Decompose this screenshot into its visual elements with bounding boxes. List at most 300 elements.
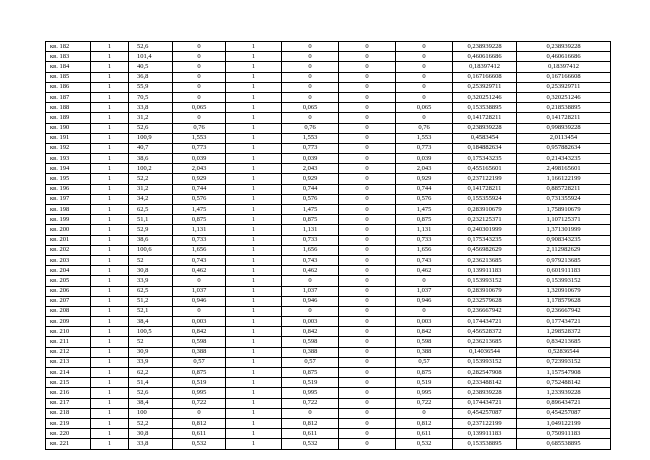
table-cell: 100,6 — [129, 245, 173, 255]
table-cell: 0,57 — [396, 357, 453, 367]
table-cell: 0 — [396, 276, 453, 286]
table-cell: 1,656 — [173, 245, 226, 255]
table-row — [46, 337, 611, 347]
table-cell: 0,320251246 — [453, 92, 517, 102]
table-cell: 1 — [91, 378, 129, 388]
table-cell: 0 — [339, 286, 396, 296]
table-cell: 1,656 — [396, 245, 453, 255]
table-row — [46, 42, 611, 52]
table-cell: 0,598 — [282, 337, 339, 347]
table-cell: 0 — [339, 42, 396, 52]
table-cell: 0,139911183 — [453, 266, 517, 276]
table-row — [46, 62, 611, 72]
table-cell: 1 — [226, 72, 282, 82]
table-cell: 0,460616686 — [453, 52, 517, 62]
table-row — [46, 286, 611, 296]
table-cell: 1 — [226, 357, 282, 367]
table-cell: 1 — [91, 113, 129, 123]
table-cell: 0,946 — [396, 296, 453, 306]
table-cell: 0,177434721 — [517, 317, 611, 327]
table-cell: 0,065 — [173, 103, 226, 113]
table-cell: 1 — [91, 143, 129, 153]
table-cell: кв. 202 — [46, 245, 91, 255]
table-cell: 0,003 — [282, 317, 339, 327]
table-cell: 0,253929711 — [517, 82, 611, 92]
table-cell: 0 — [339, 235, 396, 245]
table-cell: 0,875 — [173, 368, 226, 378]
table-cell: 0,155355924 — [453, 194, 517, 204]
table-cell: 101,4 — [129, 52, 173, 62]
table-cell: кв. 191 — [46, 133, 91, 143]
table-cell: 0,995 — [173, 388, 226, 398]
table-cell: 0,601911183 — [517, 266, 611, 276]
table-cell: 0,519 — [282, 378, 339, 388]
table-cell: 1 — [91, 225, 129, 235]
table-cell: 0 — [339, 205, 396, 215]
table-cell: 0 — [339, 82, 396, 92]
table-cell: 0,039 — [173, 154, 226, 164]
table-row — [46, 245, 611, 255]
table-cell: 1 — [91, 296, 129, 306]
table-cell: 52,6 — [129, 388, 173, 398]
table-cell: 1 — [226, 123, 282, 133]
table-row — [46, 113, 611, 123]
table-cell: 1 — [226, 245, 282, 255]
table-row — [46, 72, 611, 82]
table-cell: 1 — [226, 398, 282, 408]
table-cell: 1 — [226, 174, 282, 184]
table-cell: 0 — [173, 276, 226, 286]
table-cell: 100,5 — [129, 327, 173, 337]
table-row — [46, 235, 611, 245]
table-cell: 0 — [396, 52, 453, 62]
table-cell: 0,773 — [396, 143, 453, 153]
table-cell: 1 — [226, 235, 282, 245]
table-row — [46, 408, 611, 418]
table-cell: 1,298528372 — [517, 327, 611, 337]
table-cell: 30,9 — [129, 347, 173, 357]
table-cell: 1 — [226, 164, 282, 174]
table-cell: кв. 219 — [46, 418, 91, 428]
table-cell: 1,233939228 — [517, 388, 611, 398]
table-cell: 1 — [91, 184, 129, 194]
table-cell: 0,153538895 — [453, 103, 517, 113]
table-cell: 0 — [396, 72, 453, 82]
table-cell: 1 — [91, 418, 129, 428]
table-cell: 0 — [282, 52, 339, 62]
table-cell: 0,238939228 — [453, 123, 517, 133]
table-cell: 40,7 — [129, 143, 173, 153]
table-cell: 0,995 — [282, 388, 339, 398]
table-cell: 2,043 — [173, 164, 226, 174]
table-cell: 0,532 — [173, 439, 226, 449]
table-cell: 1 — [91, 72, 129, 82]
table-cell: 0 — [339, 276, 396, 286]
table-row — [46, 357, 611, 367]
table-cell: 0 — [339, 245, 396, 255]
table-row — [46, 184, 611, 194]
apartment-data-table — [45, 41, 611, 450]
table-cell: 0,743 — [282, 255, 339, 265]
table-cell: 1 — [91, 154, 129, 164]
table-cell: кв. 212 — [46, 347, 91, 357]
table-cell: 1 — [91, 388, 129, 398]
table-cell: 0,14036544 — [453, 347, 517, 357]
table-row — [46, 194, 611, 204]
table-cell: 0,282547908 — [453, 368, 517, 378]
table-cell: 1 — [226, 52, 282, 62]
table-cell: 100,9 — [129, 133, 173, 143]
table-cell: 38,6 — [129, 154, 173, 164]
table-cell: 1,131 — [173, 225, 226, 235]
table-cell: 1,320910679 — [517, 286, 611, 296]
table-cell: 52 — [129, 255, 173, 265]
table-cell: 0,57 — [282, 357, 339, 367]
table-cell: 1 — [91, 103, 129, 113]
table-row — [46, 133, 611, 143]
table-cell: 0 — [339, 123, 396, 133]
table-row — [46, 378, 611, 388]
table-cell: 0,456528372 — [453, 327, 517, 337]
table-cell: 52,9 — [129, 225, 173, 235]
table-cell: 1 — [226, 143, 282, 153]
table-cell: 2,043 — [282, 164, 339, 174]
table-cell: 52,6 — [129, 123, 173, 133]
table-cell: 0 — [173, 72, 226, 82]
table-cell: 1 — [226, 347, 282, 357]
table-row — [46, 276, 611, 286]
table-cell: 1 — [91, 347, 129, 357]
table-cell: 0,76 — [282, 123, 339, 133]
table-cell: 1 — [91, 357, 129, 367]
table-cell: 1 — [91, 408, 129, 418]
table-cell: 100 — [129, 408, 173, 418]
table-cell: 0 — [396, 113, 453, 123]
table-cell: 0,875 — [396, 215, 453, 225]
table-cell: 0,743 — [396, 255, 453, 265]
table-cell: 0,52836544 — [517, 347, 611, 357]
table-cell: 0 — [339, 92, 396, 102]
table-cell: 52,2 — [129, 174, 173, 184]
table-row — [46, 52, 611, 62]
table-cell: 0 — [339, 113, 396, 123]
table-cell: 0,236667942 — [517, 306, 611, 316]
table-cell: 0,946 — [173, 296, 226, 306]
table-cell: 0 — [282, 306, 339, 316]
table-cell: кв. 207 — [46, 296, 91, 306]
table-cell: 0 — [173, 62, 226, 72]
table-cell: 0 — [339, 143, 396, 153]
table-cell: 0 — [339, 62, 396, 72]
table-cell: кв. 185 — [46, 72, 91, 82]
table-cell: 0,744 — [282, 184, 339, 194]
table-cell: 1,758910679 — [517, 205, 611, 215]
table-cell: 0 — [339, 347, 396, 357]
table-cell: 0 — [339, 194, 396, 204]
table-cell: 55,9 — [129, 82, 173, 92]
table-cell: кв. 193 — [46, 154, 91, 164]
table-cell: 0 — [396, 62, 453, 72]
table-cell: 1 — [91, 194, 129, 204]
table-cell: 0,598 — [396, 337, 453, 347]
table-cell: 0 — [339, 154, 396, 164]
table-cell: кв. 220 — [46, 429, 91, 439]
table-cell: 0 — [282, 62, 339, 72]
table-cell: 1 — [226, 215, 282, 225]
table-row — [46, 215, 611, 225]
table-cell: 0,153993152 — [517, 276, 611, 286]
table-cell: 1 — [226, 154, 282, 164]
table-cell: 0,743 — [173, 255, 226, 265]
table-cell: кв. 186 — [46, 82, 91, 92]
table-cell: 38,4 — [129, 317, 173, 327]
table-cell: 0 — [339, 52, 396, 62]
table-cell: 1,553 — [396, 133, 453, 143]
table-cell: 0,460616686 — [517, 52, 611, 62]
table-cell: 2,112982629 — [517, 245, 611, 255]
table-cell: 0,733 — [173, 235, 226, 245]
table-cell: кв. 216 — [46, 388, 91, 398]
table-cell: 52,6 — [129, 42, 173, 52]
table-row — [46, 429, 611, 439]
table-cell: кв. 190 — [46, 123, 91, 133]
table-cell: 1 — [226, 327, 282, 337]
table-cell: 1 — [226, 378, 282, 388]
table-cell: 0,238939228 — [517, 42, 611, 52]
table-cell: 38,6 — [129, 235, 173, 245]
table-cell: кв. 204 — [46, 266, 91, 276]
table-cell: кв. 206 — [46, 286, 91, 296]
table-cell: 0,153993152 — [453, 357, 517, 367]
table-cell: кв. 201 — [46, 235, 91, 245]
table-cell: 0,18397412 — [453, 62, 517, 72]
table-cell: 0,812 — [282, 418, 339, 428]
table-cell: 0 — [339, 368, 396, 378]
table-cell: 0 — [173, 42, 226, 52]
table-cell: 0,76 — [173, 123, 226, 133]
table-cell: 1 — [226, 337, 282, 347]
table-cell: 1 — [226, 306, 282, 316]
table-cell: 0,723993152 — [517, 357, 611, 367]
table-cell: 0,532 — [396, 439, 453, 449]
table-cell: 0,875 — [396, 368, 453, 378]
table-cell: 1 — [226, 317, 282, 327]
table-cell: 1 — [91, 62, 129, 72]
table-cell: 2,498165601 — [517, 164, 611, 174]
table-row — [46, 92, 611, 102]
table-cell: 1 — [226, 368, 282, 378]
table-cell: 30,8 — [129, 429, 173, 439]
table-cell: 0,834213685 — [517, 337, 611, 347]
table-cell: 1 — [226, 408, 282, 418]
table-cell: кв. 209 — [46, 317, 91, 327]
table-cell: 0,611 — [282, 429, 339, 439]
table-cell: 1 — [91, 52, 129, 62]
table-cell: 52 — [129, 337, 173, 347]
table-cell: 1 — [226, 429, 282, 439]
table-cell: 1,037 — [173, 286, 226, 296]
table-cell: 1,131 — [396, 225, 453, 235]
table-cell: 1,037 — [396, 286, 453, 296]
table-cell: 1 — [226, 42, 282, 52]
table-cell: кв. 195 — [46, 174, 91, 184]
table-cell: 0,929 — [282, 174, 339, 184]
table-cell: 0,885728211 — [517, 184, 611, 194]
table-cell: 1 — [91, 92, 129, 102]
table-cell: 0,236213685 — [453, 337, 517, 347]
table-cell: 1,475 — [173, 205, 226, 215]
table-cell: 1 — [226, 225, 282, 235]
table-row — [46, 174, 611, 184]
table-cell: 0,733 — [396, 235, 453, 245]
table-cell: 0,456982629 — [453, 245, 517, 255]
table-cell: 0,167166608 — [453, 72, 517, 82]
table-cell: 0 — [396, 408, 453, 418]
table-cell: 62,5 — [129, 286, 173, 296]
table-cell: 0 — [173, 52, 226, 62]
table-cell: 1,107125371 — [517, 215, 611, 225]
table-cell: 0,733 — [282, 235, 339, 245]
table-cell: 0,320251246 — [517, 92, 611, 102]
table-cell: 0,218538895 — [517, 103, 611, 113]
table-cell: 1 — [226, 286, 282, 296]
table-cell: 0,896434721 — [517, 398, 611, 408]
table-cell: кв. 221 — [46, 439, 91, 449]
table-cell: 1 — [226, 133, 282, 143]
table-cell: 1 — [226, 184, 282, 194]
table-cell: 2,0113454 — [517, 133, 611, 143]
table-cell: 1,157547908 — [517, 368, 611, 378]
table-cell: 1 — [91, 429, 129, 439]
table-cell: 0 — [282, 82, 339, 92]
table-cell: 0,238939228 — [453, 42, 517, 52]
table-cell: 0,76 — [396, 123, 453, 133]
table-cell: 70,5 — [129, 92, 173, 102]
table-cell: 0 — [339, 357, 396, 367]
table-row — [46, 205, 611, 215]
table-cell: 33,9 — [129, 357, 173, 367]
table-cell: 0 — [339, 255, 396, 265]
table-cell: 1 — [226, 82, 282, 92]
table-cell: кв. 208 — [46, 306, 91, 316]
table-cell: 1 — [91, 42, 129, 52]
table-cell: 0,175343235 — [453, 154, 517, 164]
table-cell: кв. 214 — [46, 368, 91, 378]
table-cell: кв. 200 — [46, 225, 91, 235]
table-cell: 1,475 — [396, 205, 453, 215]
table-cell: 1 — [91, 317, 129, 327]
table-cell: кв. 197 — [46, 194, 91, 204]
table-row — [46, 225, 611, 235]
table-cell: 0,576 — [396, 194, 453, 204]
table-cell: 0 — [282, 72, 339, 82]
table-cell: 0,233488142 — [453, 378, 517, 388]
table-cell: 0,214343235 — [517, 154, 611, 164]
table-cell: кв. 213 — [46, 357, 91, 367]
table-cell: 0 — [339, 418, 396, 428]
table-cell: 0 — [339, 225, 396, 235]
table-row — [46, 154, 611, 164]
table-cell: 33,9 — [129, 276, 173, 286]
table-row — [46, 317, 611, 327]
table-cell: 1,553 — [282, 133, 339, 143]
table-cell: кв. 183 — [46, 52, 91, 62]
table-cell: 51,2 — [129, 296, 173, 306]
table-cell: кв. 189 — [46, 113, 91, 123]
table-cell: 1 — [91, 133, 129, 143]
table-cell: 0 — [339, 327, 396, 337]
table-cell: 1 — [91, 215, 129, 225]
table-cell: 1,475 — [282, 205, 339, 215]
table-cell: 0,842 — [282, 327, 339, 337]
table-cell: 0,065 — [282, 103, 339, 113]
table-cell: 51,1 — [129, 215, 173, 225]
table-cell: 0,153538895 — [453, 439, 517, 449]
table-cell: 31,2 — [129, 184, 173, 194]
table-cell: 0,929 — [396, 174, 453, 184]
table-cell: 0 — [339, 164, 396, 174]
table-cell: 1 — [226, 92, 282, 102]
table-cell: 0,454257087 — [453, 408, 517, 418]
table-cell: 0,167166608 — [517, 72, 611, 82]
table-cell: 1 — [91, 174, 129, 184]
table-cell: кв. 217 — [46, 398, 91, 408]
table-cell: 1,178579628 — [517, 296, 611, 306]
table-cell: 0,153993152 — [453, 276, 517, 286]
table-cell: 0,236213685 — [453, 255, 517, 265]
table-cell: 30,8 — [129, 266, 173, 276]
table-cell: кв. 211 — [46, 337, 91, 347]
table-cell: 0,139911183 — [453, 429, 517, 439]
table-cell: 1 — [91, 255, 129, 265]
table-cell: 0,750911183 — [517, 429, 611, 439]
table-cell: 0,283910679 — [453, 286, 517, 296]
table-cell: 0 — [339, 337, 396, 347]
table-cell: 0,875 — [282, 215, 339, 225]
table-cell: 0,812 — [173, 418, 226, 428]
table-cell: 1 — [91, 306, 129, 316]
table-cell: 1 — [91, 205, 129, 215]
table-cell: 0,875 — [282, 368, 339, 378]
table-cell: 0,875 — [173, 215, 226, 225]
table-cell: 1 — [91, 235, 129, 245]
table-cell: 0 — [339, 72, 396, 82]
table-cell: 1,166122199 — [517, 174, 611, 184]
table-cell: 0,57 — [173, 357, 226, 367]
table-cell: 1 — [226, 266, 282, 276]
table-cell: 0,576 — [282, 194, 339, 204]
table-cell: 34,2 — [129, 194, 173, 204]
table-row — [46, 327, 611, 337]
table-cell: 0 — [396, 42, 453, 52]
table-cell: 1 — [226, 194, 282, 204]
table-cell: 0 — [339, 429, 396, 439]
table-cell: 0,174434721 — [453, 317, 517, 327]
table-cell: 0,722 — [173, 398, 226, 408]
table-cell: 0,752488142 — [517, 378, 611, 388]
table-cell: 0 — [339, 439, 396, 449]
table-cell: 1,656 — [282, 245, 339, 255]
table-cell: 0,454257087 — [517, 408, 611, 418]
table-cell: 0,175343235 — [453, 235, 517, 245]
table-cell: кв. 182 — [46, 42, 91, 52]
table-cell: 0,141728211 — [517, 113, 611, 123]
table-cell: 1,131 — [282, 225, 339, 235]
table-cell: 62,2 — [129, 368, 173, 378]
table-cell: 0,731355924 — [517, 194, 611, 204]
table-cell: 0 — [339, 296, 396, 306]
table-cell: 1 — [226, 388, 282, 398]
